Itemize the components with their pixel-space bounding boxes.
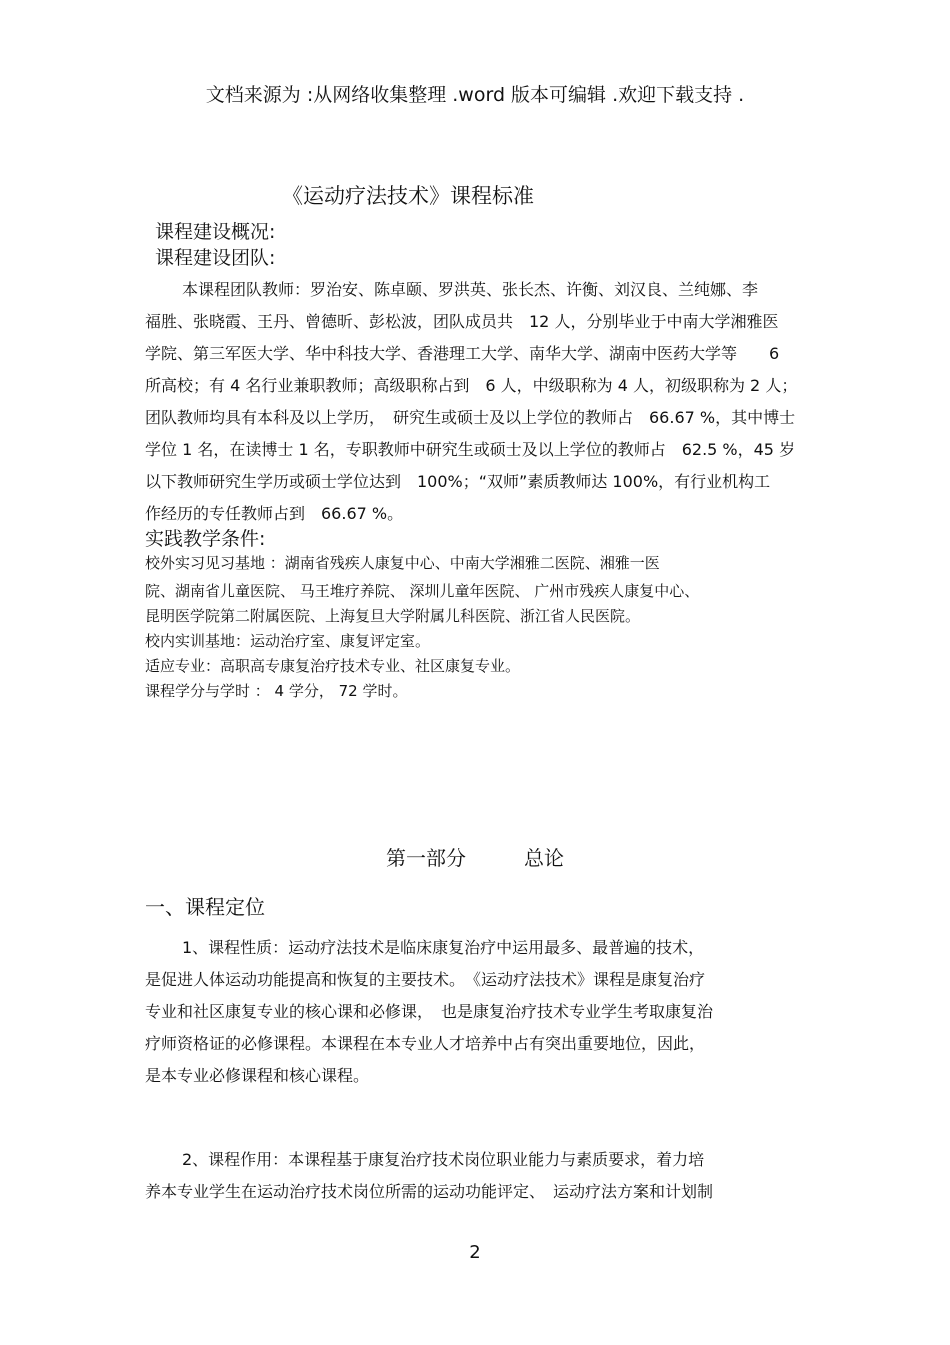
text-line: 本课程团队教师：罗治安、陈卓颐、罗洪英、张长杰、许衡、刘汉良、兰纯娜、李 [182, 280, 759, 299]
text-line: 校外实习见习基地 ：湖南省残疾人康复中心、中南大学湘雅二医院、湘雅一医 [145, 554, 660, 572]
text-line: 课程学分与学时 ： 4 学分， 72 学时。 [145, 682, 408, 700]
text-line: 适应专业：高职高专康复治疗技术专业、社区康复专业。 [145, 657, 521, 675]
text-line: 2、课程作用：本课程基于康复治疗技术岗位职业能力与素质要求，着力培 [182, 1150, 705, 1169]
text-line: 团队教师均具有本科及以上学历， 研究生或硕士及以上学位的教师占 66.67 %，其中博士 [145, 408, 796, 427]
page-number: 2 [469, 1242, 481, 1263]
practice-heading: 实践教学条件: [145, 528, 266, 550]
text-line: 院、湖南省儿童医院、 马王堆疗养院、 深圳儿童年医院、 广州市残疾人康复中心、 [145, 582, 700, 600]
text-line: 昆明医学院第二附属医院、上海复旦大学附属儿科医院、浙江省人民医院。 [145, 607, 641, 625]
part-heading-number: 第一部分 [386, 846, 466, 870]
text-line: 专业和社区康复专业的核心课和必修课， 也是康复治疗技术专业学生考取康复治 [145, 1002, 714, 1021]
section-one-heading: 一、课程定位 [145, 895, 265, 919]
text-line: 福胜、张晓霞、王丹、曾德昕、彭松波，团队成员共 12 人，分别毕业于中南大学湘雅医 [145, 312, 779, 331]
text-line: 是本专业必修课程和核心课程。 [145, 1066, 370, 1085]
text-line: 校内实训基地：运动治疗室、康复评定室。 [145, 632, 431, 650]
text-line: 学位 1 名，在读博士 1 名，专职教师中研究生或硕士及以上学位的教师占 62.5 %，45 岁 [145, 440, 796, 459]
text-line: 养本专业学生在运动治疗技术岗位所需的运动功能评定、 运动疗法方案和计划制 [145, 1182, 714, 1201]
text-line: 作经历的专任教师占到 66.67 %。 [145, 504, 404, 523]
text-line: 是促进人体运动功能提高和恢复的主要技术。 《运动疗法技术》课程是康复治疗 [145, 970, 706, 989]
document-title: 《运动疗法技术》课程标准 [282, 184, 534, 208]
part-heading-title: 总论 [524, 846, 564, 870]
text-line: 所高校；有 4 名行业兼职教师；高级职称占到 6 人，中级职称为 4 人，初级职称为 2 人； [145, 376, 798, 395]
overview-heading: 课程建设概况: [155, 221, 276, 243]
text-line: 以下教师研究生学历或硕士学位达到 100%；“双师”素质教师达 100%，有行业机构工 [145, 472, 771, 491]
source-note: 文档来源为 :从网络收集整理 .word 版本可编辑 .欢迎下载支持 . [205, 84, 745, 106]
text-line: 1、课程性质：运动疗法技术是临床康复治疗中运用最多、最普遍的技术， [182, 938, 705, 957]
text-line: 学院、第三军医大学、华中科技大学、香港理工大学、南华大学、湖南中医药大学等 6 [145, 344, 780, 363]
team-heading: 课程建设团队: [155, 247, 276, 269]
text-line: 疗师资格证的必修课程。本课程在本专业人才培养中占有突出重要地位，因此， [145, 1034, 706, 1053]
part-heading [386, 842, 564, 871]
